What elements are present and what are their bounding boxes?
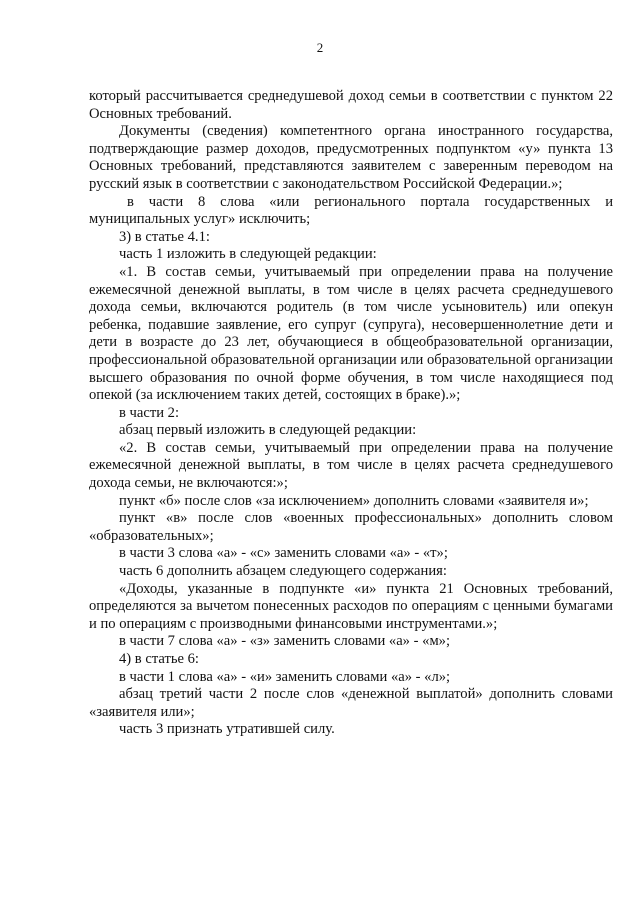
paragraph: 4) в статье 6: (119, 651, 199, 667)
paragraph: часть 6 дополнить абзацем следующего содержания: (119, 563, 447, 580)
paragraph: который рассчитывается среднедушевой доход семьи в соответствии с пунктом 22 Основных требований. (89, 88, 613, 122)
document-body (89, 88, 613, 739)
paragraph: пункт «б» после слов «за исключением» дополнить словами «заявителя и»; (119, 492, 589, 509)
paragraph: часть 1 изложить в следующей редакции: (119, 246, 377, 263)
paragraph: 3) в статье 4.1: (119, 228, 210, 245)
paragraph: пункт «в» после слов «военных профессиональных» дополнить словом «образовательных»; (89, 510, 613, 544)
page-number: 2 (316, 40, 324, 55)
paragraph: абзац первый изложить в следующей редакции: (119, 422, 417, 439)
paragraph: в части 3 слова «а» - «с» заменить словами «а» - «т»; (119, 545, 448, 562)
paragraph: «1. В состав семьи, учитываемый при определении права на получение ежемесячной денежной выплаты, в том числе в целях расчета среднедушевого дохода семьи, включаются родитель (в том числе усыновитель) или опекун ребенка, подавшие заявление, его супруг (супруга), несовершеннолетние дети и дети в возрасте до 23 лет, обучающиеся в общеобразовательной организации, профессиональной образовательной организации или образовательной организации высшего образования по очной форме обучения, в том числе находящиеся под опекой (за исключением таких детей, состоящих в браке).»; (89, 263, 613, 404)
paragraph: «Доходы, указанные в подпункте «и» пункта 21 Основных требований, определяются за вычетом понесенных расходов по операциям с ценными бумагами и по операциям с производными финансовыми инструментами.»; (89, 580, 613, 632)
paragraph: в части 1 слова «а» - «и» заменить словами «а» - «л»; (119, 668, 451, 685)
paragraph: часть 3 признать утратившей силу. (119, 721, 335, 738)
paragraph: в части 7 слова «а» - «з» заменить словами «а» - «м»; (119, 633, 451, 650)
paragraph: Документы (сведения) компетентного органа иностранного государства, подтверждающие размер доходов, предусмотренных подпунктом «у» пункта 13 Основных требований, представляются заявителем с заверенным переводом на русский язык в соответствии с законодательством Российской Федерации.»; (89, 123, 613, 192)
paragraph: абзац третий части 2 после слов «денежной выплатой» дополнить словами «заявителя или»; (89, 686, 613, 720)
paragraph: в части 2: (119, 404, 180, 421)
paragraph: «2. В состав семьи, учитываемый при определении права на получение ежемесячной денежной выплаты, в том числе в целях расчета среднедушевого дохода семьи, не включаются:»; (89, 439, 613, 492)
paragraph: в части 8 слова «или регионального портала государственных и муниципальных услуг» исключить; (89, 193, 613, 228)
